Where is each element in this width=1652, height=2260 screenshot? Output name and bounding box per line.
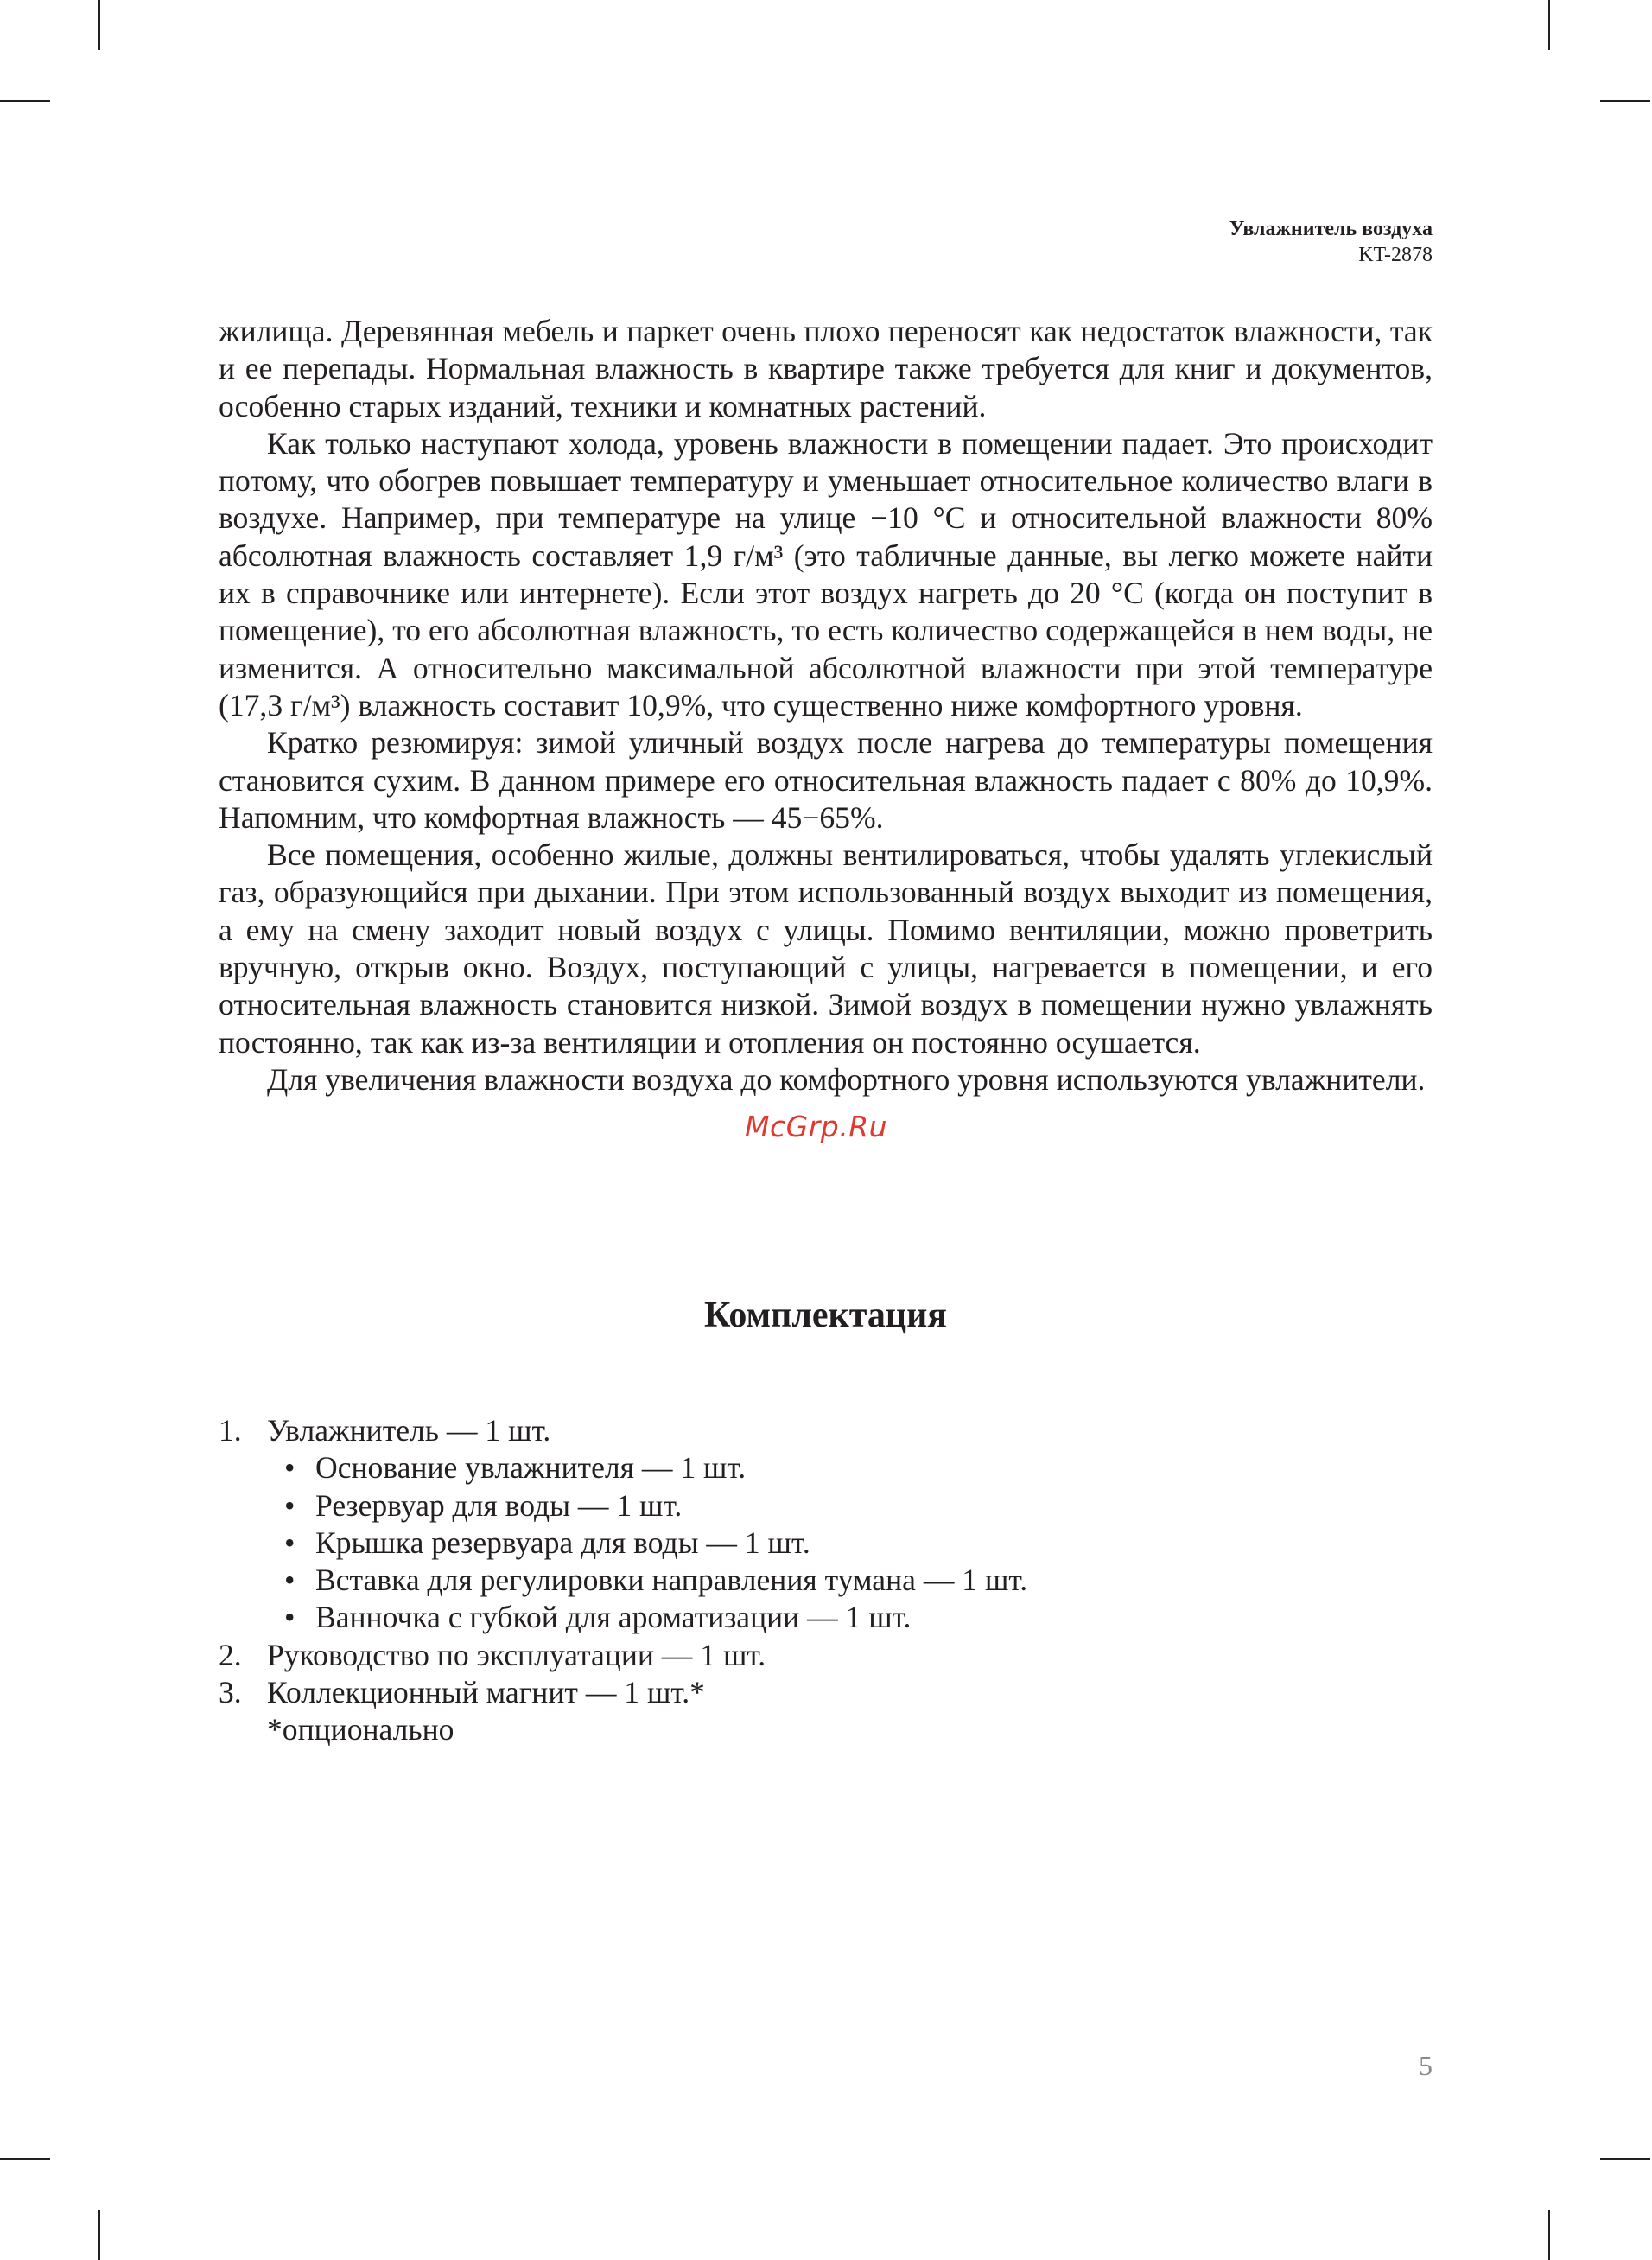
list-item (219, 1637, 1433, 1674)
paragraph: Все помещения, особенно жилые, должны вентилироваться, чтобы удалять углекислый газ, образующийся при дыхании. При этом использованный воздух выходит из помещения, а ему на смену заходит новый воздух с улицы. Помимо вентиляции, можно проветрить вручную, открыв окно. Воздух, поступающий с улицы, нагревается в помещении, и его относительная влажность становится низкой. Зимой воздух в помещении нужно увлажнять постоянно, так как из-за вентиляции и отопления он постоянно осушается. (219, 837, 1433, 1060)
paragraph: жилища. Деревянная мебель и паркет очень плохо переносят как недостаток влажности, так и ее перепады. Нормальная влажность в квартире также требуется для книг и документов, особенно старых изданий, техники и комнатных растений. (219, 314, 1433, 423)
sub-list-item-text: Вставка для регулировки направления тумана — 1 шт. (315, 1563, 1028, 1598)
list-item-text: Руководство по эксплуатации — 1 шт. (267, 1637, 766, 1672)
sub-list-item-text: Резервуар для воды — 1 шт. (315, 1487, 683, 1523)
list-item-text: Коллекционный магнит — 1 шт.* (267, 1675, 705, 1710)
crop-mark-left-bottom (0, 2158, 50, 2160)
running-header (1229, 216, 1433, 268)
watermark: McGrp.Ru (745, 1110, 888, 1143)
crop-mark-left-top (0, 100, 50, 102)
bullet-icon: • (284, 1487, 295, 1523)
header-title: Увлажнитель воздуха (1229, 218, 1433, 240)
page-number: 5 (1419, 2050, 1433, 2081)
bullet-icon: • (284, 1600, 295, 1635)
sub-list-item (219, 1449, 1433, 1487)
bullet-icon: • (284, 1563, 295, 1598)
paragraph: Как только наступают холода, уровень влажности в помещении падает. Это происходит потому, что обогрев повышает температуру и уменьшает относительное количество влаги в воздухе. Например, при температуре на улице −10 °С и относительной влажности 80% абсолютная влажность составляет 1,9 г/м³ (это табличные данные, вы легко можете найти их в справочнике или интернете). Если этот воздух нагреть до 20 °С (когда он поступит в помещение), то его абсолютная влажность, то есть количество содержащейся в нем воды, не изменится. А относительно максимальной абсолютной влажности при этой температуре (17,3 г/м³) влажность составит 10,9%, что существенно ниже комфортного уровня. (219, 425, 1433, 723)
crop-mark-top-left (98, 0, 100, 50)
section-title: Комплектация (703, 1296, 948, 1335)
package-contents-list (219, 1412, 1433, 1749)
list-item-text: Увлажнитель — 1 шт. (267, 1413, 551, 1448)
header-model: KT-2878 (1358, 244, 1433, 266)
sub-list-item-text: Основание увлажнителя — 1 шт. (315, 1450, 747, 1486)
body-text (219, 313, 1433, 1098)
sub-list-item (219, 1487, 1433, 1525)
sub-list-item (219, 1525, 1433, 1562)
sub-list-item-text: Крышка резервуара для воды — 1 шт. (315, 1525, 810, 1560)
sub-list-item (219, 1599, 1433, 1636)
sub-list-item (219, 1562, 1433, 1599)
paragraph: Для увеличения влажности воздуха до комфортного уровня используются увлажнители. (267, 1061, 1426, 1097)
list-item (219, 1412, 1433, 1449)
list-number: 3. (219, 1675, 242, 1710)
bullet-icon: • (284, 1450, 295, 1486)
crop-mark-bottom-right (1548, 2210, 1550, 2260)
paragraph: Кратко резюмируя: зимой уличный воздух после нагрева до температуры помещения становится сухим. В данном примере его относительная влажность падает с 80% до 10,9%. Напомним, что комфортная влажность — 45−65%. (219, 725, 1433, 835)
list-number: 1. (219, 1413, 242, 1448)
crop-mark-bottom-left (98, 2210, 100, 2260)
footnote: *опционально (267, 1712, 454, 1748)
list-item (219, 1674, 1433, 1711)
crop-mark-top-right (1548, 0, 1550, 50)
list-number: 2. (219, 1637, 242, 1672)
crop-mark-right-bottom (1600, 2158, 1650, 2160)
sub-list-item-text: Ванночка с губкой для ароматизации — 1 шт. (315, 1600, 912, 1635)
crop-mark-right-top (1600, 100, 1650, 102)
bullet-icon: • (284, 1525, 295, 1560)
